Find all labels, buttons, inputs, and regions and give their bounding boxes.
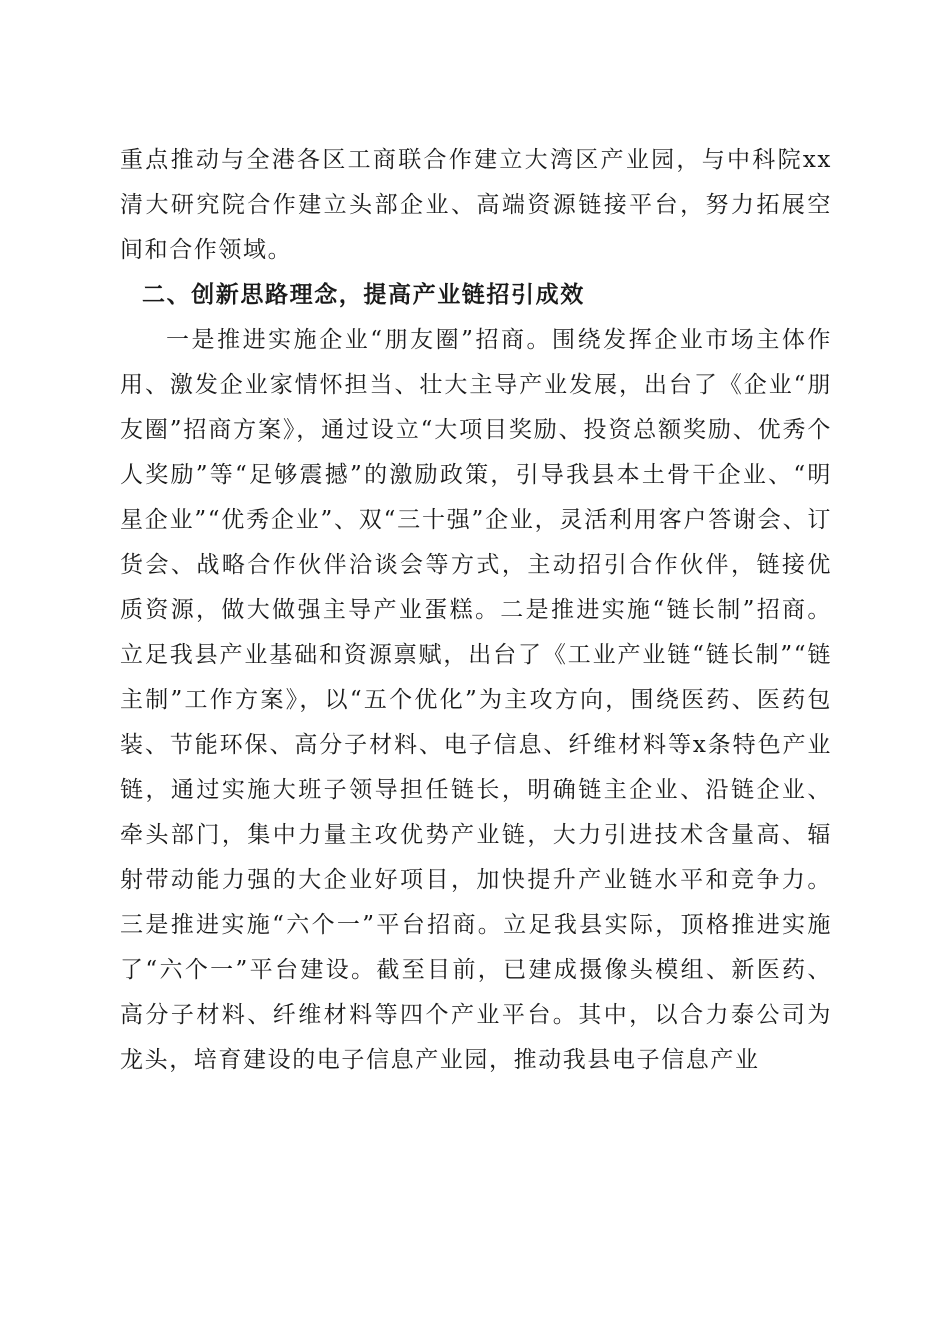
paragraph-continuation: 重点推动与全港各区工商联合作建立大湾区产业园，与中科院xx清大研究院合作建立头部企业、高端资源链接平台，努力拓展空间和合作领域。: [120, 147, 832, 263]
document-body: [120, 138, 832, 1083]
paragraph-body: 一是推进实施企业“朋友圈”招商。围绕发挥企业市场主体作用、激发企业家情怀担当、壮大主导产业发展，出台了《企业“朋友圈”招商方案》，通过设立“大项目奖励、投资总额奖励、优秀个人奖励”等“足够震撼”的激励政策，引导我县本土骨干企业、“明星企业”“优秀企业”、双“三十强”企业，灵活利用客户答谢会、订货会、战略合作伙伴洽谈会等方式，主动招引合作伙伴，链接优质资源，做大做强主导产业蛋糕。二是推进实施“链长制”招商。立足我县产业基础和资源禀赋，出台了《工业产业链“链长制”“链主制”工作方案》，以“五个优化”为主攻方向，围绕医药、医药包装、节能环保、高分子材料、电子信息、纤维材料等x条特色产业链，通过实施大班子领导担任链长，明确链主企业、沿链企业、牵头部门，集中力量主攻优势产业链，大力引进技术含量高、辐射带动能力强的大企业好项目，加快提升产业链水平和竞争力。三是推进实施“六个一”平台招商。立足我县实际，顶格推进实施了“六个一”平台建设。截至目前，已建成摄像头模组、新医药、高分子材料、纤维材料等四个产业平台。其中，以合力泰公司为龙头，培育建设的电子信息产业园，推动我县电子信息产业: [120, 327, 832, 1073]
section-heading: 二、创新思路理念，提高产业链招引成效: [142, 282, 585, 308]
